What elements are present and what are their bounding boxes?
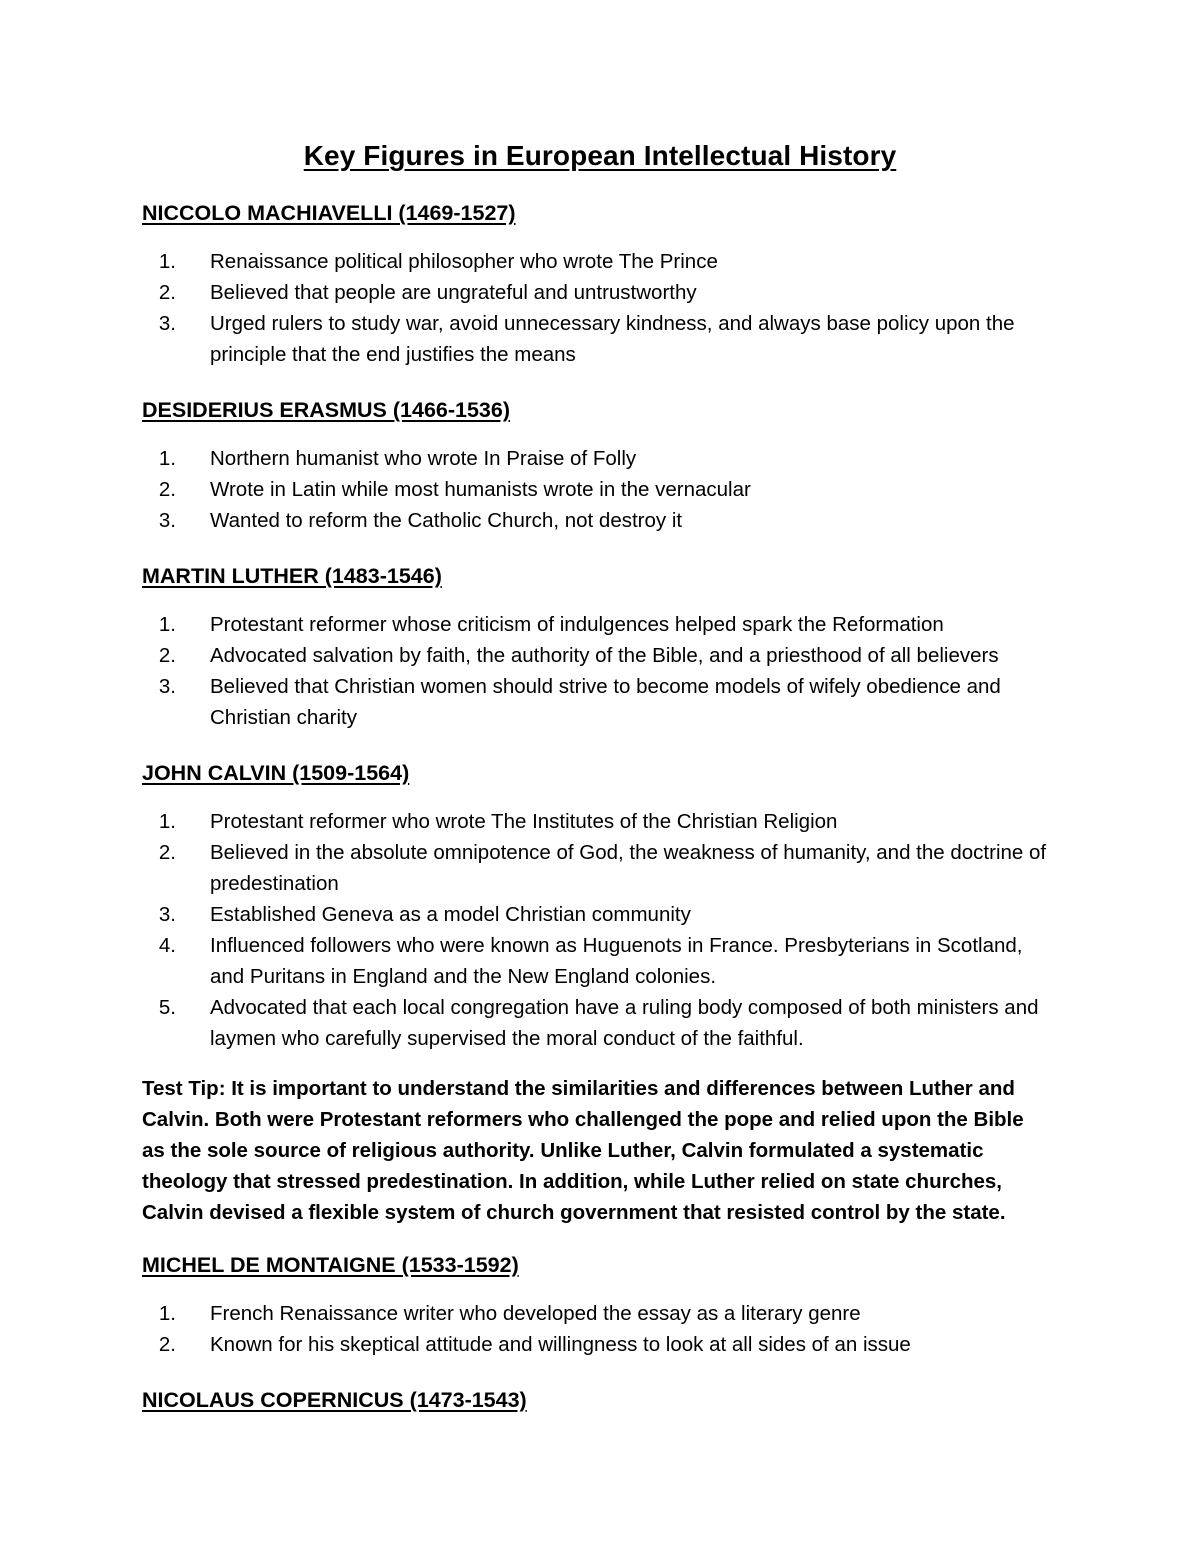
item-number: 2. — [158, 644, 176, 667]
item-number: 2. — [158, 1333, 176, 1356]
list-item — [142, 505, 1058, 536]
list-item — [142, 671, 1058, 733]
item-text: Northern humanist who wrote In Praise of Folly — [210, 447, 637, 470]
section-luther — [142, 561, 1058, 733]
item-text: Influenced followers who were known as Huguenots in France. Presbyterians in Scotland, and Puritans in England and the New England colonies. — [210, 934, 1023, 988]
list-item — [142, 640, 1058, 671]
section-heading: MICHEL DE MONTAIGNE (1533-1592) — [142, 1253, 519, 1277]
section-calvin — [142, 758, 1058, 1054]
item-text: Advocated that each local congregation have a ruling body composed of both ministers and laymen who carefully supervised the moral conduct of the faithful. — [210, 996, 1039, 1050]
item-number: 3. — [158, 903, 176, 926]
item-number: 3. — [158, 675, 176, 698]
item-list — [142, 246, 1058, 370]
item-number: 5. — [158, 996, 176, 1019]
list-item — [142, 806, 1058, 837]
item-number: 3. — [158, 312, 176, 335]
section-heading: MARTIN LUTHER (1483-1546) — [142, 564, 442, 588]
item-number: 2. — [158, 281, 176, 304]
list-item — [142, 992, 1058, 1054]
item-text: Believed that Christian women should strive to become models of wifely obedience and Christian charity — [210, 675, 1001, 729]
list-item — [142, 837, 1058, 899]
item-text: French Renaissance writer who developed the essay as a literary genre — [210, 1302, 861, 1325]
item-text: Wrote in Latin while most humanists wrote in the vernacular — [210, 478, 751, 501]
item-number: 3. — [158, 509, 176, 532]
item-text: Established Geneva as a model Christian community — [210, 903, 691, 926]
list-item — [142, 246, 1058, 277]
item-number: 1. — [158, 810, 176, 833]
item-text: Renaissance political philosopher who wrote The Prince — [210, 250, 718, 273]
list-item — [142, 308, 1058, 370]
item-number: 1. — [158, 447, 176, 470]
item-number: 2. — [158, 478, 176, 501]
item-number: 4. — [158, 934, 176, 957]
item-number: 1. — [158, 613, 176, 636]
item-number: 1. — [158, 250, 176, 273]
item-number: 2. — [158, 841, 176, 864]
item-list — [142, 443, 1058, 536]
item-list — [142, 609, 1058, 733]
list-item — [142, 609, 1058, 640]
item-list — [142, 806, 1058, 1054]
item-text: Wanted to reform the Catholic Church, not destroy it — [210, 509, 683, 532]
item-text: Believed that people are ungrateful and untrustworthy — [210, 281, 697, 304]
section-erasmus — [142, 395, 1058, 536]
item-text: Urged rulers to study war, avoid unnecessary kindness, and always base policy upon the principle that the end justifies the means — [210, 312, 1015, 366]
item-text: Known for his skeptical attitude and willingness to look at all sides of an issue — [210, 1333, 911, 1356]
section-heading: DESIDERIUS ERASMUS (1466-1536) — [142, 398, 511, 422]
section-copernicus — [142, 1385, 1058, 1416]
test-tip-paragraph: Test Tip: It is important to understand the similarities and differences between Luther and Calvin. Both were Protestant reformers who challenged the pope and relied upon the Bible as the sole source of religious authority. Unlike Luther, Calvin formulated a systematic theology that stressed predestination. In addition, while Luther relied on state churches, Calvin devised a flexible system of church government that resisted control by the state. — [142, 1077, 1024, 1224]
list-item — [142, 930, 1058, 992]
item-text: Protestant reformer whose criticism of indulgences helped spark the Reformation — [210, 613, 944, 636]
item-number: 1. — [158, 1302, 176, 1325]
item-text: Advocated salvation by faith, the authority of the Bible, and a priesthood of all believers — [210, 644, 999, 667]
list-item — [142, 1329, 1058, 1360]
item-list — [142, 1298, 1058, 1360]
list-item — [142, 474, 1058, 505]
item-text: Protestant reformer who wrote The Institutes of the Christian Religion — [210, 810, 838, 833]
section-montaigne — [142, 1250, 1058, 1360]
item-text: Believed in the absolute omnipotence of God, the weakness of humanity, and the doctrine of predestination — [210, 841, 1047, 895]
section-heading: NICCOLO MACHIAVELLI (1469-1527) — [142, 201, 516, 225]
page-title: Key Figures in European Intellectual History — [303, 140, 897, 171]
list-item — [142, 899, 1058, 930]
section-heading: JOHN CALVIN (1509-1564) — [142, 761, 410, 785]
list-item — [142, 443, 1058, 474]
list-item — [142, 1298, 1058, 1329]
list-item — [142, 277, 1058, 308]
section-heading: NICOLAUS COPERNICUS (1473-1543) — [142, 1388, 527, 1412]
section-machiavelli — [142, 198, 1058, 370]
